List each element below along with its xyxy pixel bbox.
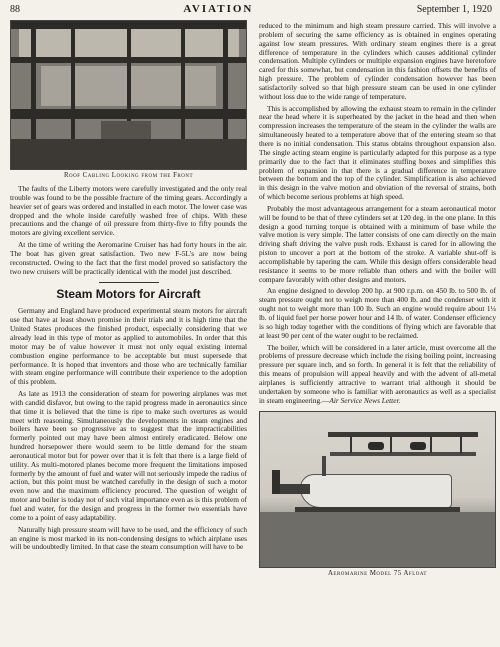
paragraph: The faults of the Liberty motors were carefully investigated and the only real trouble was found to be the possible fracture of the timing gears. Accordingly a heavier set of gears was ordered and installed in each motor. The lower case was dropped and the whole inside carefully washed free of chips. With these precautions and the change of oil pressure from thirty-five to fifty pounds the motors are giving excellent service. [10,184,247,238]
page-number: 88 [10,4,20,15]
left-column [10,20,247,555]
article-heading: Steam Motors for Aircraft [56,287,201,302]
paragraph [259,344,496,406]
flying-boat-caption: Aeromarine Model 75 Afloat [328,570,427,578]
roof-photo-caption: Roof Cabling Looking from the Front [63,172,194,179]
section-divider [99,282,159,283]
page-header [10,3,492,17]
flying-boat-photo [259,411,496,568]
paragraph: As late as 1913 the consideration of steam for powering airplanes was met with candid disfavor, but owing to the rapid progress made in aeronautics since that time it is believed that the time is ripe to make such overtures as would meet with reasoning. Simultaneously the developments in steam engines and boilers have been so progressive as to suggest that the impracticabilities formerly pointed out may have been almost entirely eradicated. Below one hundred horsepower there would seem to be little demand for the steam aeronautical motor but for power over that it is felt that there is a large field of utility. As multi-motored planes become more frequent the limitations imposed formerly by the amount of fuel and water will not seriously impede the radius of action, but this point must be watched carefully in the design of such a motor even now and the maximum efficiency procured. The question of weight of motor and boiler is today not of such vital importance even as is this problem of fuel and water, for the design and progress in the former two essentials have come to a point of easy adaptability. [10,389,247,522]
paragraph: An engine designed to develop 200 hp. at 900 r.p.m. on 450 lb. to 500 lb. of steam pressure ought not to weigh more than 400 lb. and the condenser with it ought not to weight more than 100 lb. Such an engine would require about 1¼ lb. of liquid fuel per horse power hour and 14 lb. of water. Condenser efficiency is so high today together with the conditions of flying which are favorable that at least 90 per cent of the water ought to be reclaimed. [259,286,496,340]
paragraph: Germany and England have produced experimental steam motors for aircraft use that have at least shown promise in their trials and it is high time that the United States produces the finished product, especially considering that we already lead in this type of motor as applied to automobiles. In order that this motor may be of value however it must not only equal existing internal combustion engine performance to be acceptable but must supersede that performance. It is hoped that inventors and those who are technically familiar with steam engine performance will contribute their experience to the adoption of this problem. [10,306,247,387]
paragraph: reduced to the minimum and high steam pressure carried. This will involve a problem of securing the same efficiency as is obtained in engines operating against low steam pressures. With ordinary steam engines there is a great difference of temperature in the cylinders which causes additional cylinder condensation. Multiple cylinders or multiple expansion engines have heretofore cared for this somewhat, but condensation in this fashion offsets the benefits of high pressure. The problem of cylinder condensation however has been satisfactorily solved so that high pressure steam can be used in one cylinder without loss due to the wide range of temperature. [259,21,496,101]
paragraph: At the time of writing the Aeromarine Cruiser has had forty hours in the air. The boat has given great satisfaction. Two new F-5L's are now being reconstructed. Owing to the fact that the first model proved so satisfactory the two new cruisers will be practically identical with the model just described. [10,240,247,276]
issue-date: September 1, 1920 [416,4,492,15]
paragraph-text: The boiler, which will be considered in a later article, must overcome all the problems of pressure decrease which include the rising boiling point, increasing pressure per square inch, and so forth. In general it is felt that the reliability of this means of propulsion will appeal heavily and with the advent of all-metal airplanes is sufficiently attractive to warrant trial although it should be undertaken by someone who is familiar with aeronautics as well as a specialist in steam engineering.— [259,342,496,405]
publication-title: AVIATION [183,3,254,15]
paragraph: This is accomplished by allowing the exhaust steam to remain in the cylinder near the head where it is superheated by the jacket in the head and then when compression increases the temperature of the steam in the cylinder the walls are simultaneously heated to a temperature above that of the entering steam so that there is no initial condensation. This status obtains throughout expansion also. The single acting steam engine is particularly adapted for this purpose as a type primarily due to the fact that it eliminates stuffing boxes and simplifies this problem of expansion in that there is a gradual difference in temperature between the bottom and the top of the cylinder. Simplification is also achieved in this design in the valve motion and obviation of the reversal of strains, both of which become serious problems at high speed. [259,103,496,202]
right-column [259,22,496,583]
paragraph: Naturally high pressure steam will have to be used, and the efficiency of such an engine is most marked in its non-condensing designs to which airplane uses will be undoubtedly limited. In that case the steam consumption will have to be [10,524,247,552]
paragraph: Probably the most advantageous arrangement for a steam aeronautical motor will be found to be that of three cylinders set at 120 deg. in the one plane. In this design a good turning torque is obtained with a minimum of base while the valve motion is very simple. The latter consists of one cam directly on the main driving shaft driving the valve push rods. Exhaust is cared for in allowing the piston to uncover a port at the bottom of the stroke. A variable shut-off is accomplishable by tapering the cam. While this design offers considerable head resistance it seems to be more reliable than others and with the boiler will compare favorably with other designs and motors. [259,203,496,284]
source-credit: Air Service News Letter. [329,395,401,405]
roof-cabling-photo [10,20,247,170]
